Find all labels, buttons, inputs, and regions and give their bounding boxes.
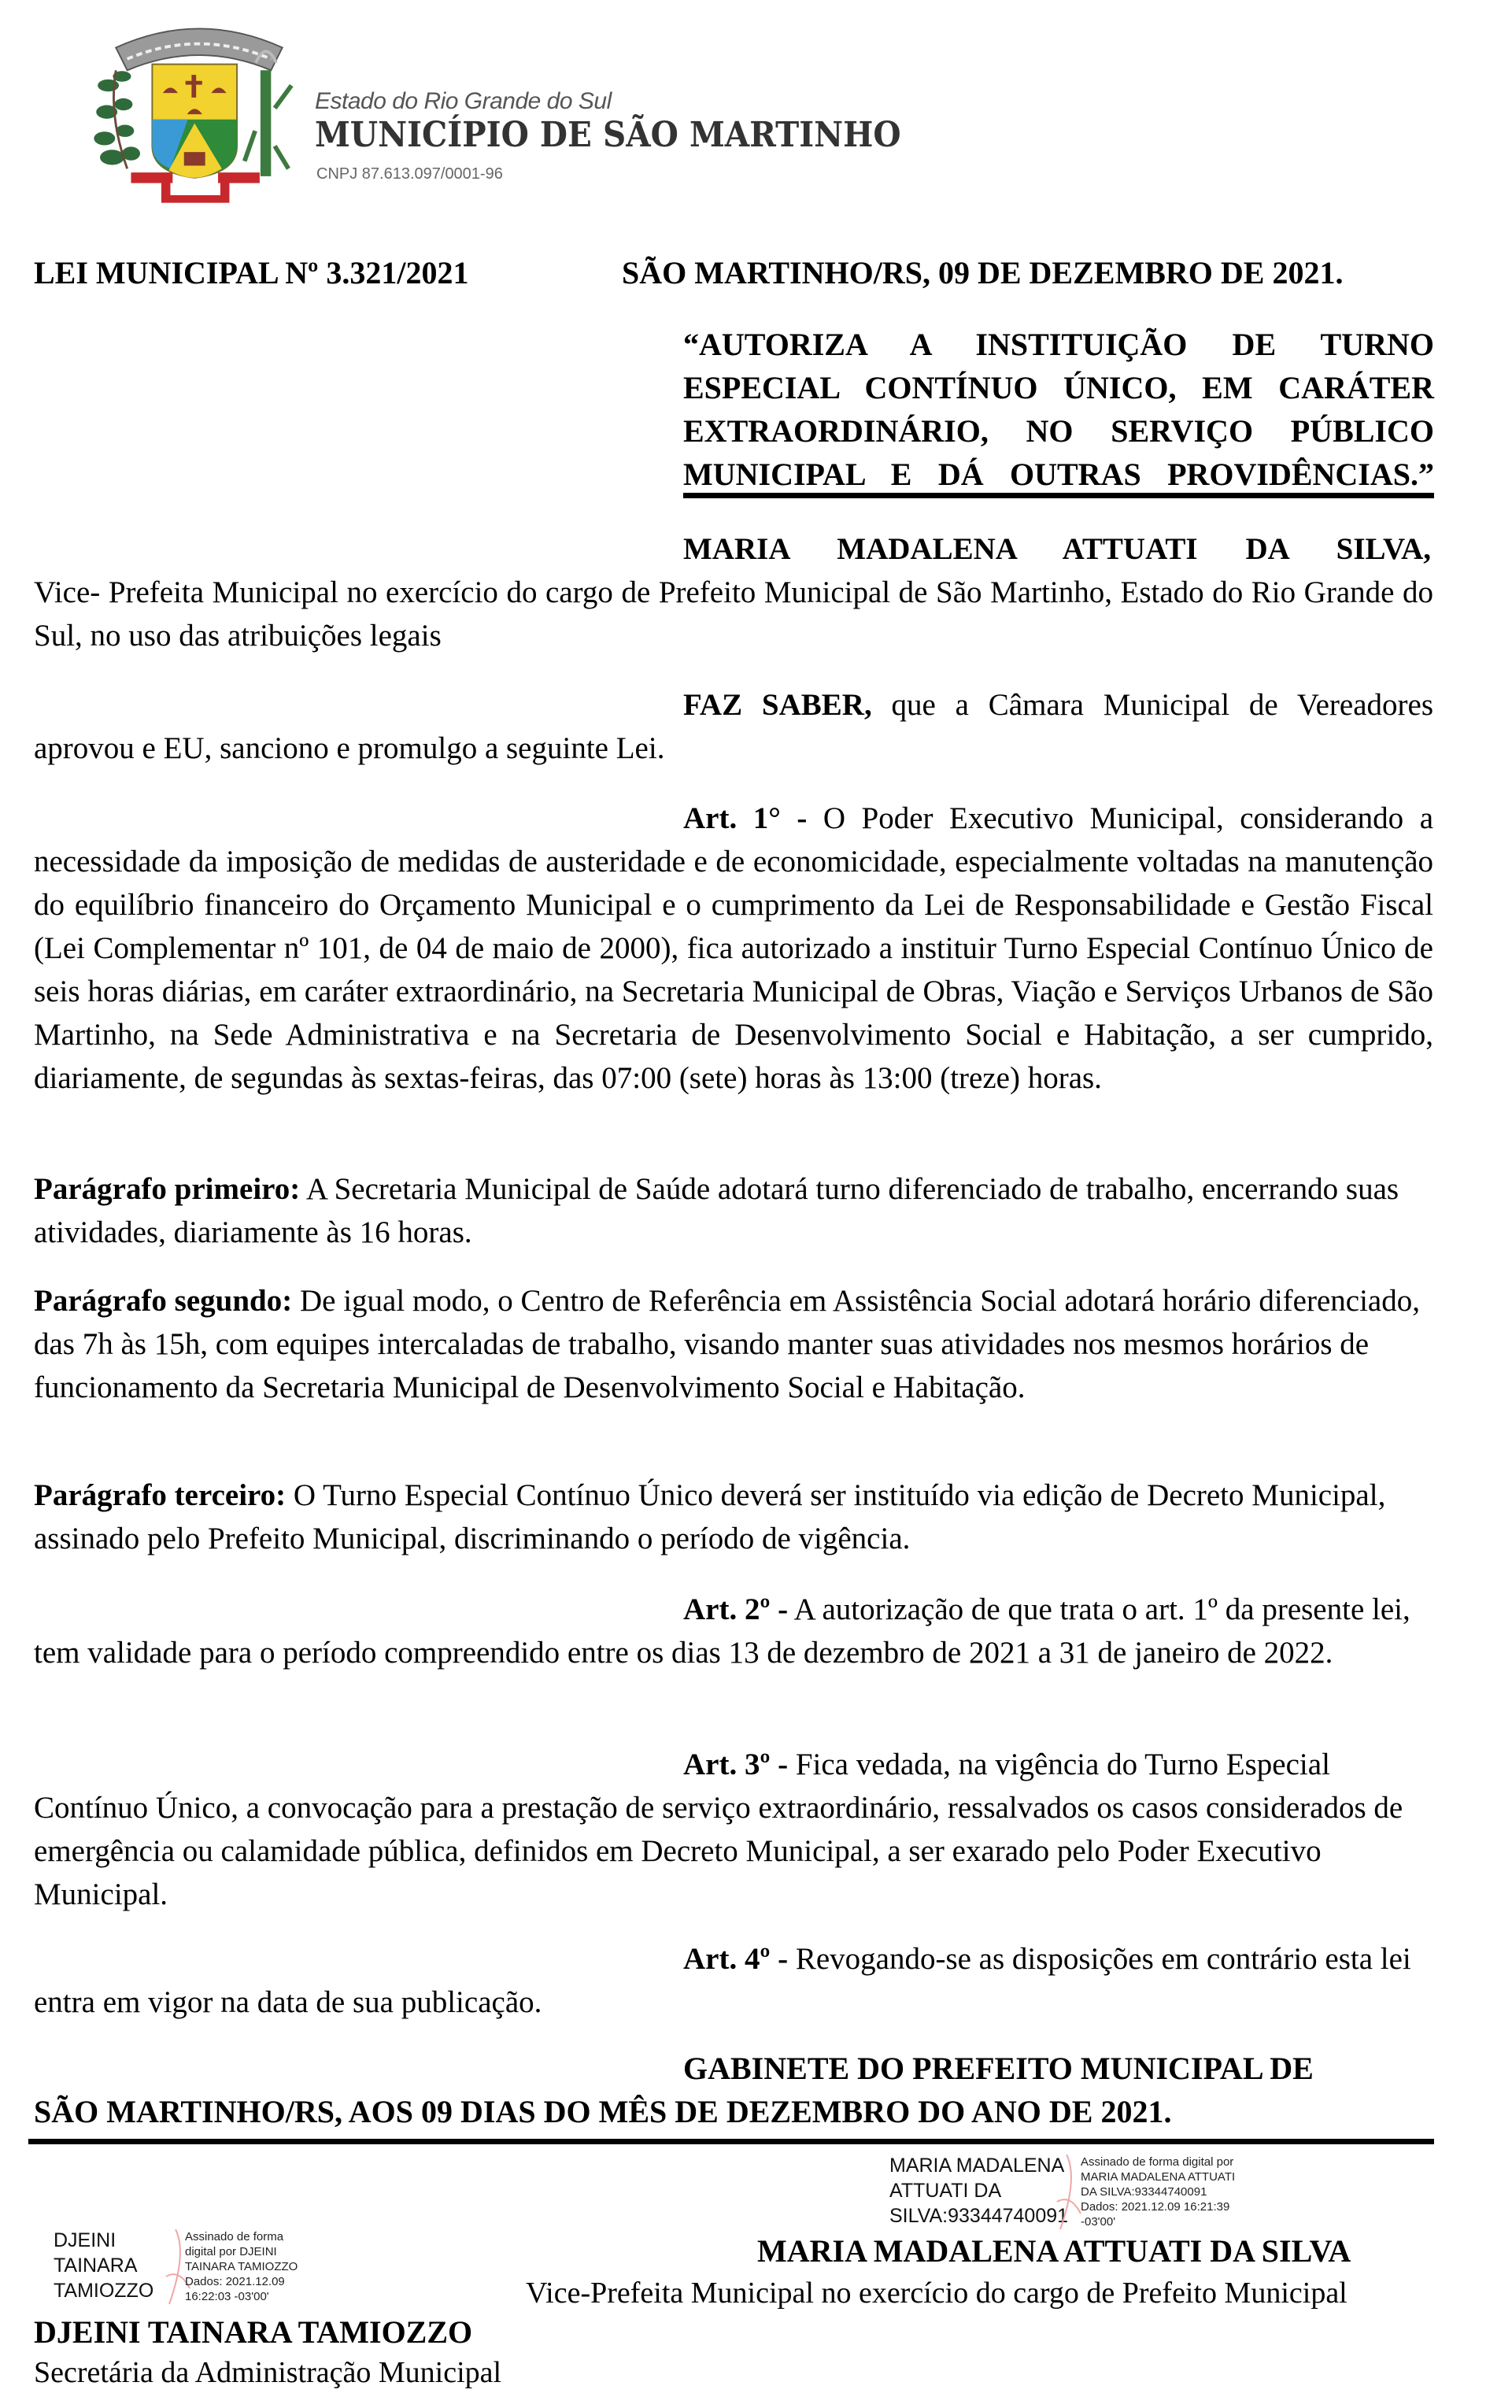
preamble-name: MARIA MADALENA ATTUATI DA SILVA,	[683, 532, 1431, 566]
paragraph-text: A Secretaria Municipal de Saúde adotará turno diferenciado de trabalho, encerrando suas atividades, diariamente às 16 horas.	[34, 1172, 1399, 1249]
signature-detail-line: 16:22:03 -03'00'	[185, 2290, 269, 2303]
letterhead-municipality: MUNICÍPIO DE SÃO MARTINHO	[315, 115, 901, 155]
closing-line-2: SÃO MARTINHO/RS, AOS 09 DIAS DO MÊS DE DEZEMBRO DO ANO DE 2021.	[34, 2094, 1172, 2129]
paragraph-label: Parágrafo segundo:	[34, 1284, 293, 1318]
article-text: O Poder Executivo Municipal, considerando a necessidade da imposição de medidas de austeridade e de economicidade, especialmente voltadas na manutenção do equilíbrio financeiro do Orçamento Municipal e o cumprimento da Lei de Responsabilidade e Gestão Fiscal (Lei Complementar nº 101, de 04 de maio de 2000), fica autorizado a instituir Turno Especial Contínuo Único de seis horas diárias, em caráter extraordinário, na Secretaria Municipal de Obras, Viação e Serviços Urbanos de São Martinho, na Sede Administrativa e na Secretaria de Desenvolvimento Social e Habitação, a ser cumprido, diariamente, de segundas às sextas-feiras, das 07:00 (sete) horas às 13:00 (treze) horas.	[34, 801, 1434, 1095]
proclamation	[34, 683, 1433, 770]
article-label: Art. 3º -	[683, 1748, 789, 1781]
paragraph-text: O Turno Especial Contínuo Único deverá ser instituído via edição de Decreto Municipal, assinado pelo Prefeito Municipal, discriminando o período de vigência.	[34, 1478, 1386, 1555]
signature-detail-line: DA SILVA:93344740091	[1081, 2185, 1207, 2199]
coffee-branch-icon	[94, 70, 140, 168]
signer-name-line: ATTUATI DA	[889, 2180, 1002, 2202]
signature-detail-line: digital por DJEINI	[185, 2245, 277, 2258]
paragraph-1	[34, 1167, 1433, 1254]
summary-line: ESPECIAL CONTÍNUO ÚNICO, EM CARÁTER	[683, 370, 1434, 405]
summary-line: MUNICIPAL E DÁ OUTRAS PROVIDÊNCIAS.”	[683, 457, 1434, 492]
summary-underline	[683, 493, 1434, 498]
paragraph-3	[34, 1474, 1433, 1560]
mayor-name: MARIA MADALENA ATTUATI DA SILVA	[757, 2233, 1351, 2269]
closing-line-1: GABINETE DO PREFEITO MUNICIPAL DE	[683, 2051, 1314, 2086]
article-label: Art. 4º -	[683, 1942, 789, 1976]
paragraph-label: Parágrafo primeiro:	[34, 1172, 301, 1206]
article-text: A autorização de que trata o art. 1º da presente lei, tem validade para o período compreendido entre os dias 13 de dezembro de 2021 a 31 de janeiro de 2022.	[34, 1592, 1410, 1670]
paragraph-label: Parágrafo terceiro:	[34, 1478, 287, 1512]
law-number: LEI MUNICIPAL Nº 3.321/2021	[34, 255, 469, 290]
proclamation-lead: FAZ SABER,	[683, 688, 872, 722]
law-summary	[683, 323, 1434, 496]
proclamation-text: que a Câmara Municipal de Vereadores aprovou e EU, sanciono e promulgo a seguinte Lei.	[34, 688, 1433, 765]
signature-detail-line: TAINARA TAMIOZZO	[185, 2260, 298, 2273]
paragraph-2	[34, 1279, 1433, 1409]
signer-name-line: MARIA MADALENA	[889, 2155, 1065, 2177]
signer-name-line: TAMIOZZO	[54, 2280, 154, 2302]
article-text: Fica vedada, na vigência do Turno Especial Contínuo Único, a convocação para a prestação de serviço extraordinário, ressalvados os casos considerados de emergência ou calamidade pública, definidos em Decreto Municipal, a ser exarado pelo Poder Executivo Municipal.	[34, 1748, 1403, 1911]
preamble-text: Vice- Prefeita Municipal no exercício do cargo de Prefeito Municipal de São Martinho, Estado do Rio Grande do Sul, no uso das atribuições legais	[34, 575, 1433, 653]
letterhead-cnpj: CNPJ 87.613.097/0001-96	[316, 165, 503, 183]
letterhead-state: Estado do Rio Grande do Sul	[315, 88, 612, 114]
signature-detail-line: -03'00'	[1081, 2215, 1116, 2229]
signer-name-line: TAINARA	[54, 2254, 138, 2277]
signature-detail-line: Assinado de forma	[185, 2230, 284, 2243]
article-label: Art. 1° -	[683, 801, 808, 835]
article-label: Art. 2º -	[683, 1592, 789, 1626]
wheat-stalk-icon	[245, 51, 292, 176]
signer-name-line: DJEINI	[54, 2229, 116, 2251]
summary-line: “AUTORIZA A INSTITUIÇÃO DE TURNO	[683, 327, 1434, 362]
article-text: Revogando-se as disposições em contrário esta lei entra em vigor na data de sua publicação.	[34, 1942, 1411, 2019]
paragraph-text: De igual modo, o Centro de Referência em Assistência Social adotará horário diferenciado, das 7h às 15h, com equipes intercaladas de trabalho, visando manter suas atividades nos mesmos horários de funcionamento da Secretaria Municipal de Desenvolvimento Social e Habitação.	[34, 1284, 1420, 1404]
article-2	[34, 1588, 1433, 1674]
preamble	[34, 527, 1433, 657]
closing-rule	[28, 2139, 1434, 2144]
signature-detail-line: Dados: 2021.12.09 16:21:39	[1081, 2200, 1230, 2214]
article-3	[34, 1743, 1433, 1916]
signature-detail-line: Assinado de forma digital por	[1081, 2155, 1234, 2169]
secretary-role: Secretária da Administração Municipal	[34, 2356, 502, 2389]
mayor-role: Vice-Prefeita Municipal no exercício do cargo de Prefeito Municipal	[526, 2277, 1347, 2310]
shield-icon	[152, 65, 237, 178]
article-1	[34, 797, 1433, 1100]
signer-name-line: SILVA:93344740091	[889, 2205, 1069, 2227]
signature-detail-line: Dados: 2021.12.09	[185, 2275, 285, 2288]
place-and-date: SÃO MARTINHO/RS, 09 DE DEZEMBRO DE 2021.	[622, 255, 1344, 290]
summary-line: EXTRAORDINÁRIO, NO SERVIÇO PÚBLICO	[683, 413, 1434, 449]
pdf-signature-watermark-icon	[1051, 2155, 1082, 2233]
municipal-coat-of-arms	[85, 17, 313, 214]
article-4	[34, 1937, 1433, 2024]
signature-detail-line: MARIA MADALENA ATTUATI	[1081, 2170, 1236, 2184]
secretary-name: DJEINI TAINARA TAMIOZZO	[34, 2314, 473, 2350]
